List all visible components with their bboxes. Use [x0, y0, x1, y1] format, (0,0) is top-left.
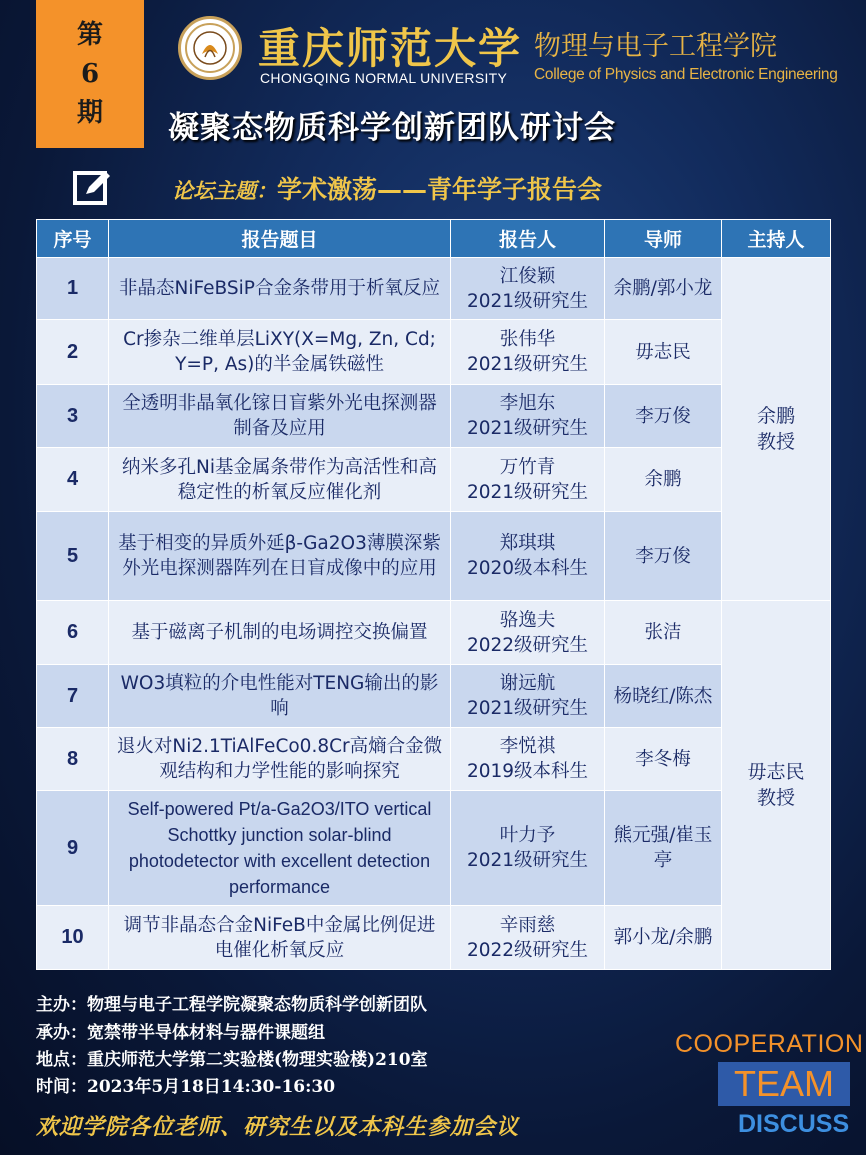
table-row [37, 906, 831, 970]
row-speaker [451, 385, 605, 448]
row-advisor: 张洁 [605, 601, 722, 665]
speaker-level: 2021级研究生 [466, 850, 589, 871]
row-speaker [451, 728, 605, 791]
row-advisor: 毋志民 [605, 320, 722, 385]
time-line: 时间：2023年5月18日14:30-16:30 [36, 1077, 336, 1097]
speaker-level: 2019级本科生 [466, 761, 589, 782]
speaker-level: 2021级研究生 [466, 481, 589, 503]
table-row [37, 512, 831, 601]
forum-label: 论坛主题： [172, 178, 277, 203]
table-row [37, 448, 831, 512]
university-name-cn: 重庆师范大学 [258, 24, 523, 73]
row-number: 9 [37, 791, 109, 906]
co-organizer-line: 承办：宽禁带半导体材料与器件课题组 [36, 1023, 325, 1043]
row-speaker [451, 320, 605, 385]
discuss-text: DISCUSS [738, 1110, 850, 1138]
agenda-table [36, 219, 831, 970]
row-topic: 调节非晶态合金NiFeB中金属比例促进电催化析氧反应 [109, 906, 451, 970]
host-title: 教授 [756, 787, 795, 809]
header-host: 主持人 [722, 220, 831, 258]
row-topic: 全透明非晶氧化镓日盲紫外光电探测器制备及应用 [109, 385, 451, 448]
row-number: 10 [37, 906, 109, 970]
forum-theme-line [172, 170, 602, 206]
table-row [37, 665, 831, 728]
row-number: 5 [37, 512, 109, 601]
row-speaker [451, 791, 605, 906]
row-number: 8 [37, 728, 109, 791]
row-speaker [451, 665, 605, 728]
row-speaker [451, 258, 605, 320]
welcome-message: 欢迎学院各位老师、研究生以及本科生参加会议 [36, 1114, 520, 1140]
row-speaker [451, 601, 605, 665]
speaker-name: 张伟华 [499, 329, 556, 350]
speaker-name: 万竹青 [499, 456, 556, 478]
issue-badge [36, 0, 144, 148]
speaker-name: 李旭东 [499, 393, 556, 414]
row-advisor: 余鹏/郭小龙 [605, 258, 722, 320]
row-advisor: 李万俊 [605, 385, 722, 448]
row-topic: 基于相变的异质外延β-Ga2O3薄膜深紫外光电探测器阵列在日盲成像中的应用 [109, 512, 451, 601]
header-speaker: 报告人 [451, 220, 605, 258]
table-row [37, 385, 831, 448]
row-number: 4 [37, 448, 109, 512]
cooperation-text: COOPERATION [675, 1030, 864, 1058]
speaker-level: 2020级本科生 [466, 558, 589, 579]
row-number: 3 [37, 385, 109, 448]
row-advisor: 杨晓红/陈杰 [605, 665, 722, 728]
host-name: 余鹏 [756, 405, 795, 427]
speaker-level: 2022级研究生 [466, 634, 589, 656]
university-seal-icon [178, 16, 242, 80]
row-advisor: 余鹏 [605, 448, 722, 512]
college-name-en: College of Physics and Electronic Engineering [534, 66, 838, 83]
issue-char-1: 第 [76, 19, 103, 50]
speaker-level: 2021级研究生 [466, 698, 589, 719]
speaker-level: 2021级研究生 [466, 354, 589, 375]
row-topic: WO3填粒的介电性能对TENG输出的影响 [109, 665, 451, 728]
edit-checkbox-icon [72, 168, 112, 208]
row-topic: 退火对Ni2.1TiAlFeCo0.8Cr高熵合金微观结构和力学性能的影响探究 [109, 728, 451, 791]
college-name-cn: 物理与电子工程学院 [534, 31, 777, 62]
row-topic: Cr掺杂二维单层LiXY(X=Mg, Zn, Cd; Y=P, As)的半金属铁磁性 [109, 320, 451, 385]
row-speaker [451, 448, 605, 512]
row-advisor: 熊元强/崔玉亭 [605, 791, 722, 906]
table-row [37, 258, 831, 320]
forum-theme: 学术激荡——青年学子报告会 [277, 175, 603, 204]
row-topic: 非晶态NiFeBSiP合金条带用于析氧反应 [109, 258, 451, 320]
speaker-name: 江俊颖 [499, 265, 556, 287]
host-cell [722, 601, 831, 970]
table-row [37, 728, 831, 791]
table-row [37, 791, 831, 906]
university-name-en: CHONGQING NORMAL UNIVERSITY [260, 70, 508, 86]
issue-char-2: 期 [76, 97, 103, 128]
team-badge: TEAM [718, 1062, 850, 1106]
row-speaker [451, 512, 605, 601]
speaker-name: 郑琪琪 [499, 533, 556, 554]
table-row [37, 320, 831, 385]
row-topic: Self-powered Pt/a-Ga2O3/ITO vertical Schottky junction solar-blind photodetector with excellent detection performance [109, 791, 451, 906]
host-cell [722, 258, 831, 601]
row-advisor: 李冬梅 [605, 728, 722, 791]
row-number: 7 [37, 665, 109, 728]
event-title: 凝聚态物质科学创新团队研讨会 [168, 110, 616, 146]
speaker-name: 骆逸夫 [499, 609, 556, 631]
row-speaker [451, 906, 605, 970]
row-advisor: 李万俊 [605, 512, 722, 601]
table-header-row [37, 220, 831, 258]
speaker-name: 辛雨慈 [499, 914, 556, 936]
row-number: 6 [37, 601, 109, 665]
speaker-name: 叶力予 [499, 825, 556, 846]
host-name: 毋志民 [747, 761, 805, 783]
location-line: 地点：重庆师范大学第二实验楼(物理实验楼)210室 [36, 1050, 428, 1070]
speaker-name: 李悦祺 [499, 736, 556, 757]
host-title: 教授 [756, 431, 795, 453]
header-topic: 报告题目 [109, 220, 451, 258]
row-number: 2 [37, 320, 109, 385]
speaker-level: 2021级研究生 [466, 418, 589, 439]
row-topic: 基于磁离子机制的电场调控交换偏置 [109, 601, 451, 665]
issue-number: 6 [80, 58, 100, 89]
speaker-level: 2021级研究生 [466, 290, 589, 312]
speaker-level: 2022级研究生 [466, 939, 589, 961]
organizer-line: 主办：物理与电子工程学院凝聚态物质科学创新团队 [36, 995, 427, 1015]
speaker-name: 谢远航 [499, 673, 556, 694]
header-advisor: 导师 [605, 220, 722, 258]
row-topic: 纳米多孔Ni基金属条带作为高活性和高稳定性的析氧反应催化剂 [109, 448, 451, 512]
row-number: 1 [37, 258, 109, 320]
table-row [37, 601, 831, 665]
row-advisor: 郭小龙/余鹏 [605, 906, 722, 970]
header-no: 序号 [37, 220, 109, 258]
